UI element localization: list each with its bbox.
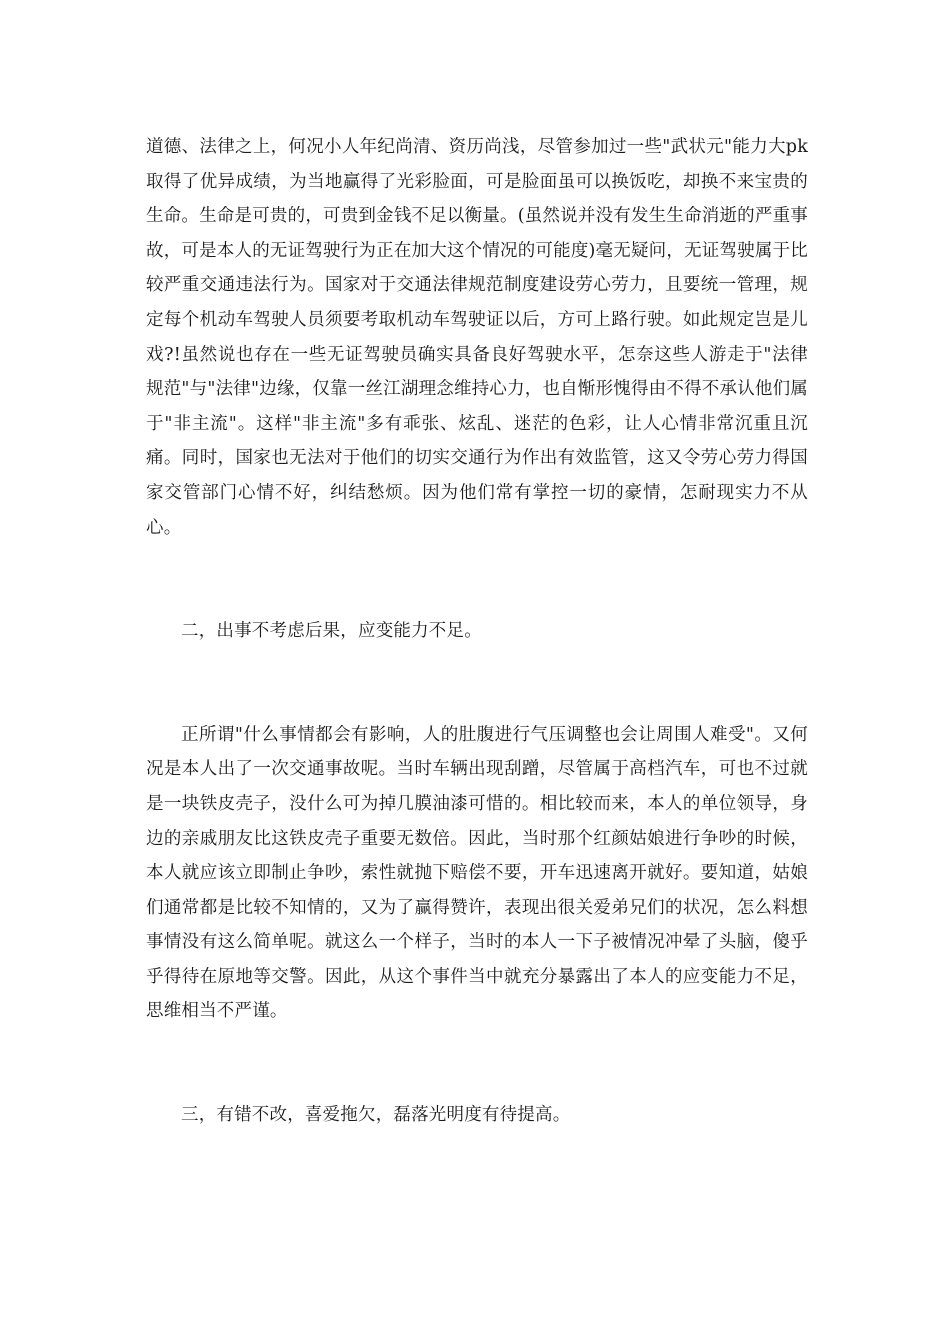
section-heading-2: 二，出事不考虑后果，应变能力不足。	[181, 621, 482, 642]
paragraph-section-2: 正所谓"什么事情都会有影响，人的肚腹进行气压调整也会让周围人难受"。又何况是本人出了一次交通事故呢。当时车辆出现刮蹭，尽管属于高档汽车，可也不过就是一块铁皮壳子，没什么可为掉几膜油漆可惜的。相比较而来，本人的单位领导，身边的亲戚朋友比这铁皮壳子重要无数倍。因此，当时那个红颜姑娘进行争吵的时候，本人就应该立即制止争吵，索性就抛下赔偿不要，开车迅速离开就好。要知道，姑娘们通常都是比较不知情的，又为了赢得赞许，表现出很关爱弟兄们的状况，怎么料想事情没有这么简单呢。就这么一个样子，当时的本人一下子被情况冲晕了头脑，傻乎乎得待在原地等交警。因此，从这个事件当中就充分暴露出了本人的应变能力不足，思维相当不严谨。	[146, 724, 808, 1022]
section-heading-3: 三，有错不改，喜爱拖欠，磊落光明度有待提高。	[181, 1105, 571, 1126]
paragraph-spacer	[146, 545, 808, 614]
paragraph-spacer	[146, 649, 808, 718]
document-body	[146, 130, 808, 1133]
paragraph-spacer	[146, 1029, 808, 1098]
paragraph-continuation: 道德、法律之上，何况小人年纪尚清、资历尚浅，尽管参加过一些"武状元"能力大pk取得了优异成绩，为当地赢得了光彩脸面，可是脸面虽可以换饭吃，却换不来宝贵的生命。生命是可贵的，可贵到金钱不足以衡量。(虽然说并没有发生生命消逝的严重事故，可是本人的无证驾驶行为正在加大这个情况的可能度)毫无疑问，无证驾驶属于比较严重交通违法行为。国家对于交通法律规范制度建设劳心劳力，且要统一管理，规定每个机动车驾驶人员须要考取机动车驾驶证以后，方可上路行驶。如此规定岂是儿戏?!虽然说也存在一些无证驾驶员确实具备良好驾驶水平，怎奈这些人游走于"法律规范"与"法律"边缘，仅靠一丝江湖理念维持心力，也自惭形愧得由不得不承认他们属于"非主流"。这样"非主流"多有乖张、炫乱、迷茫的色彩，让人心情非常沉重且沉痛。同时，国家也无法对于他们的切实交通行为作出有效监管，这又令劳心劳力得国家交管部门心情不好，纠结愁烦。因为他们常有掌控一切的豪情，怎耐现实力不从心。	[146, 137, 808, 538]
